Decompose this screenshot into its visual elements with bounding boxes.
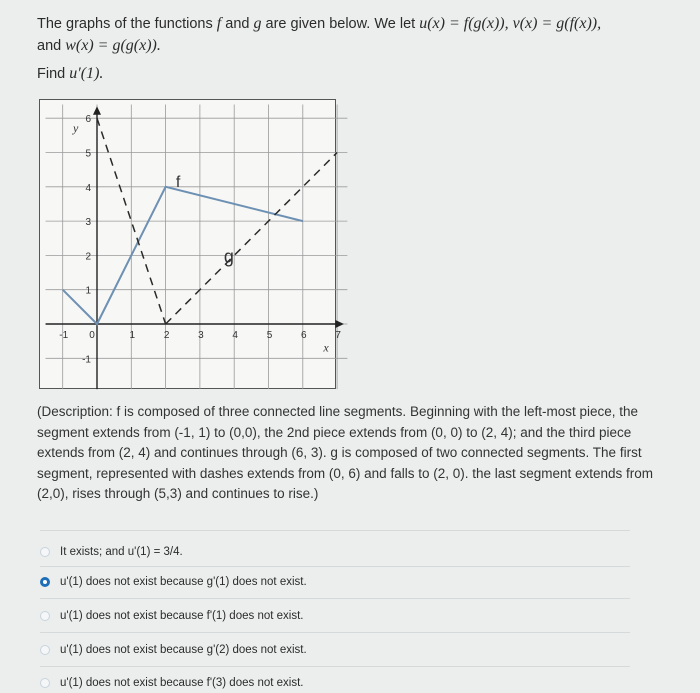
u-v-definition: u(x) = f(g(x)), v(x) = g(f(x)), xyxy=(419,15,602,32)
g-label: g xyxy=(223,246,234,267)
x-tick-label: 1 xyxy=(129,330,136,341)
radio-icon[interactable] xyxy=(40,547,50,557)
separator xyxy=(40,566,630,567)
option-4[interactable] xyxy=(40,640,307,660)
question-intro: The graphs of the functions xyxy=(37,16,213,32)
and-text: and xyxy=(225,16,250,32)
radio-selected-icon[interactable] xyxy=(40,577,50,587)
f-symbol: f xyxy=(216,15,222,32)
radio-icon[interactable] xyxy=(40,678,50,688)
w-definition: w(x) = g(g(x)). xyxy=(65,37,161,54)
find-expression: u′(1). xyxy=(69,65,104,82)
f-label: f xyxy=(175,173,181,191)
g-curve-segment-2 xyxy=(166,153,338,325)
graph-description: (Description: f is composed of three connected line segments. Beginning with the left-most piece, the segment extends from (-1, 1) to (0,0), the 2nd piece extends from (0, 0) to (2, 4); and the third piece extends from (2, 4) and continues through (6, 3). g is composed of two connected segments. The first segment, represented with dashes extends from (0, 6) and falls to (2, 0). the last segment extends from (2,0), rises through (5,3) and continues to rise.) xyxy=(37,404,654,501)
y-tick-label: 5 xyxy=(85,148,91,160)
x-tick-label: -1 xyxy=(59,330,69,341)
separator xyxy=(40,598,630,599)
function-graph xyxy=(40,100,341,388)
radio-icon[interactable] xyxy=(40,611,50,621)
x-tick-label: 3 xyxy=(198,330,204,341)
option-3[interactable] xyxy=(40,606,303,626)
question-let: are given below. We let xyxy=(265,16,416,32)
x-axis-arrow-icon xyxy=(335,320,344,328)
x-tick-label: 4 xyxy=(232,330,238,341)
option-1[interactable] xyxy=(40,542,183,562)
x-axis-label: x xyxy=(323,340,329,355)
y-tick-label: -1 xyxy=(82,354,91,366)
y-tick-label: 1 xyxy=(85,285,91,297)
separator xyxy=(40,632,630,633)
separator xyxy=(40,666,630,667)
find-label: Find xyxy=(37,66,66,82)
y-tick-label: 6 xyxy=(85,114,91,126)
y-axis-arrow-icon xyxy=(93,106,101,115)
option-label: u'(1) does not exist because f'(3) does not exist. xyxy=(60,677,304,689)
x-tick-label: 5 xyxy=(266,330,273,341)
x-tick-label: 6 xyxy=(301,330,307,341)
radio-icon[interactable] xyxy=(40,645,50,655)
option-label: u'(1) does not exist because g'(2) does not exist. xyxy=(60,644,307,656)
x-tick-label: 2 xyxy=(163,330,170,341)
option-2[interactable] xyxy=(40,572,307,592)
option-label: u'(1) does not exist because f'(1) does not exist. xyxy=(60,610,304,622)
y-axis-label: y xyxy=(72,120,79,135)
question-text xyxy=(37,13,677,57)
option-label: u'(1) does not exist because g'(1) does not exist. xyxy=(60,576,307,588)
x-tick-label: 7 xyxy=(335,330,341,341)
x-tick-label: 0 xyxy=(89,330,95,341)
option-label: It exists; and u'(1) = 3/4. xyxy=(60,546,183,558)
separator xyxy=(40,530,630,531)
graph-container xyxy=(39,99,341,389)
y-tick-label: 3 xyxy=(85,217,91,229)
option-5[interactable] xyxy=(40,673,303,693)
y-tick-label: 4 xyxy=(85,182,91,194)
g-symbol: g xyxy=(253,15,262,32)
y-tick-label: 2 xyxy=(85,251,91,263)
find-prompt xyxy=(37,65,103,83)
and-text-2: and xyxy=(37,38,62,54)
